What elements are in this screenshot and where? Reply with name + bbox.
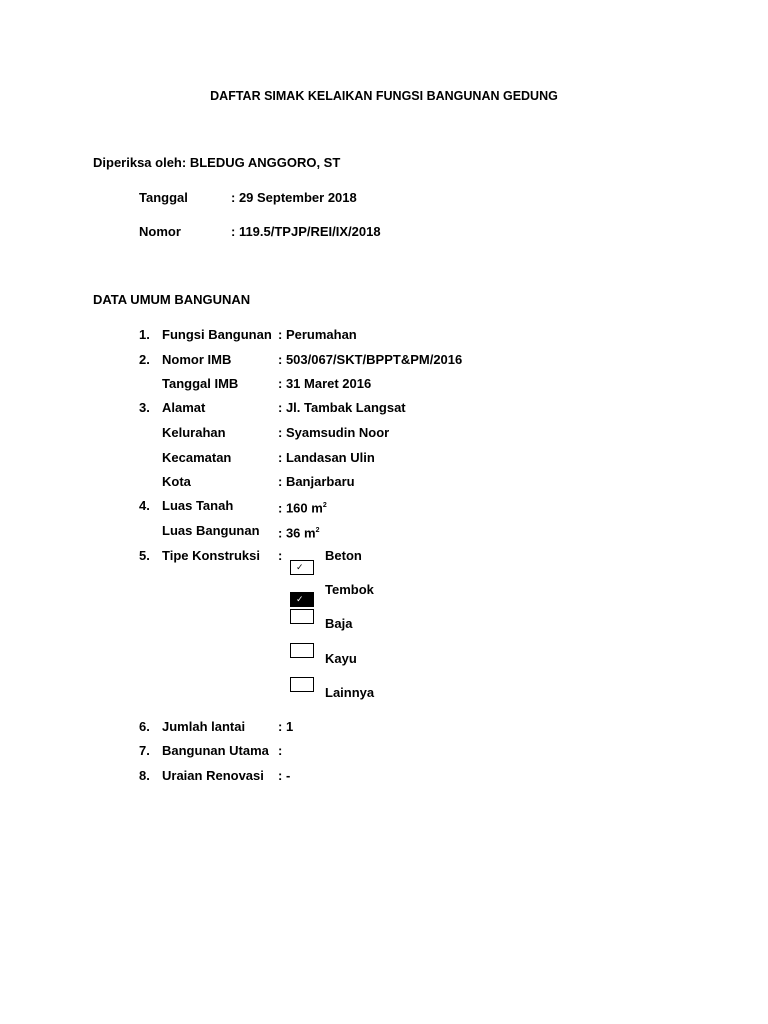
- item-number: 5.: [139, 548, 150, 563]
- checkbox-lainnya[interactable]: [290, 677, 314, 692]
- item-value: : Syamsudin Noor: [278, 425, 390, 440]
- item-number: 1.: [139, 327, 150, 342]
- option-label-lainnya: Lainnya: [325, 685, 375, 700]
- check-icon: ✓: [296, 594, 304, 604]
- inspector-name: BLEDUG ANGGORO, ST: [189, 155, 341, 170]
- section-title: DATA UMUM BANGUNAN: [93, 292, 251, 307]
- item-number: 8.: [139, 768, 150, 783]
- option-label-beton: Beton: [325, 548, 362, 563]
- item-label: Alamat: [162, 400, 206, 415]
- meta-label-number: Nomor: [139, 224, 181, 239]
- item-label: Tanggal IMB: [162, 376, 239, 391]
- meta-label-date: Tanggal: [139, 190, 188, 205]
- item-label: Kota: [162, 474, 191, 489]
- item-number: 6.: [139, 719, 150, 734]
- checkbox-beton[interactable]: [290, 560, 314, 575]
- item-value: : Banjarbaru: [278, 474, 355, 489]
- item-value: : Jl. Tambak Langsat: [278, 400, 406, 415]
- option-label-tembok: Tembok: [325, 582, 374, 597]
- item-value: : Landasan Ulin: [278, 450, 375, 465]
- item-number: 3.: [139, 400, 150, 415]
- checkbox-tembok[interactable]: [290, 592, 314, 607]
- check-icon: ✓: [296, 562, 304, 572]
- inspector-label: Diperiksa oleh:: [93, 155, 187, 170]
- option-label-baja: Baja: [325, 616, 353, 631]
- item-value: : Perumahan: [278, 327, 357, 342]
- item-label: Kecamatan: [162, 450, 232, 465]
- checkbox-baja[interactable]: [290, 609, 314, 624]
- meta-value-number: : 119.5/TPJP/REI/IX/2018: [231, 224, 381, 239]
- item-value: : 1: [278, 719, 294, 734]
- item-number: 4.: [139, 498, 150, 513]
- meta-value-date: : 29 September 2018: [231, 190, 357, 205]
- item-label: Luas Tanah: [162, 498, 234, 513]
- item-number: 2.: [139, 352, 150, 367]
- item-value: : 31 Maret 2016: [278, 376, 372, 391]
- item-label: Fungsi Bangunan: [162, 327, 272, 342]
- item-label: Tipe Konstruksi: [162, 548, 261, 563]
- option-label-kayu: Kayu: [325, 651, 357, 666]
- checkbox-kayu[interactable]: [290, 643, 314, 658]
- item-value: :: [278, 548, 283, 563]
- item-label: Jumlah lantai: [162, 719, 246, 734]
- item-label: Uraian Renovasi: [162, 768, 264, 783]
- item-value: : 503/067/SKT/BPPT&PM/2016: [278, 352, 463, 367]
- item-value: : -: [278, 768, 291, 783]
- inspector-line: [93, 155, 340, 171]
- item-value: : 36 $m^2$: [278, 525, 320, 541]
- item-value: : 160 $m^2$: [278, 500, 327, 516]
- document-title: DAFTAR SIMAK KELAIKAN FUNGSI BANGUNAN GEDUNG: [210, 89, 558, 103]
- item-number: 7.: [139, 743, 150, 758]
- item-label: Bangunan Utama: [162, 743, 269, 758]
- item-value: :: [278, 743, 283, 758]
- item-label: Luas Bangunan: [162, 523, 260, 538]
- item-label: Nomor IMB: [162, 352, 232, 367]
- item-label: Kelurahan: [162, 425, 226, 440]
